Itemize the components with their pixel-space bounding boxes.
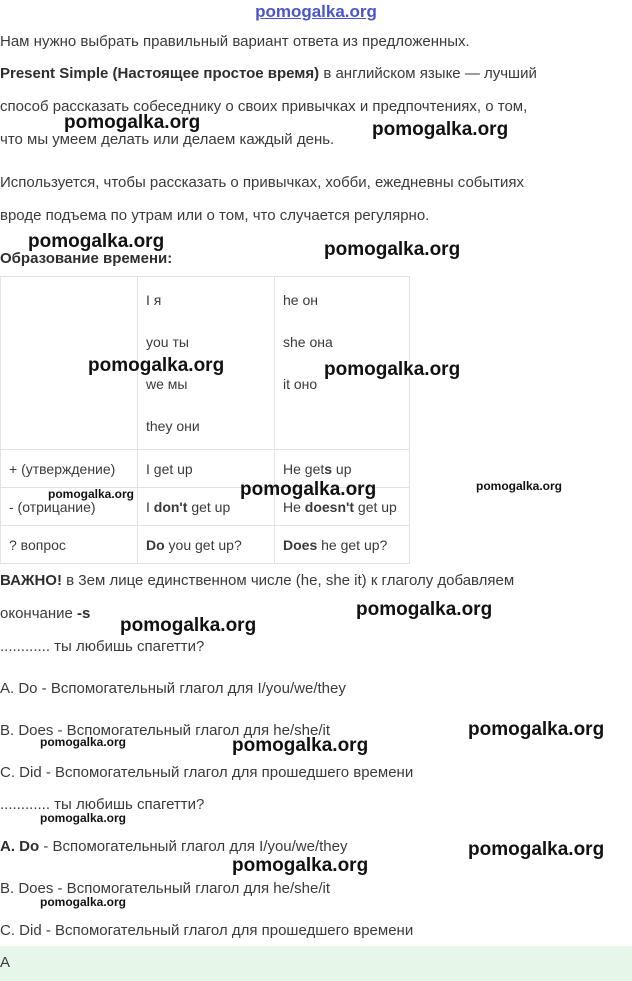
table-cell: Do you get up? (138, 526, 275, 564)
watermark: pomogalka.org (40, 895, 127, 909)
intro-line-5: Используется, чтобы рассказать о привычках, хобби, ежедневны событиях (0, 174, 525, 191)
watermark: pomogalka.org (40, 811, 127, 825)
table-cell: I get up (138, 450, 275, 488)
table-cell: He doesn't get up (275, 488, 410, 526)
important-note: ВАЖНО! в 3ем лице единственном числе (he, she it) к глаголу добавляем (0, 572, 515, 589)
question-1-prompt: ............ ты любишь спагетти? (0, 638, 205, 655)
table-cell: I don't get up (138, 488, 275, 526)
pronoun: they они (146, 418, 200, 434)
table-cell: Does he get up? (275, 526, 410, 564)
intro-line-4: что мы умеем делать или делаем каждый день. (0, 131, 335, 148)
watermark: pomogalka.org (88, 355, 225, 376)
watermark: pomogalka.org (356, 599, 493, 620)
intro-line-6: вроде подъема по утрам или о том, что случается регулярно. (0, 207, 430, 224)
pronoun: you ты (146, 334, 189, 350)
formation-heading: Образование времени: (0, 250, 173, 267)
answer-value: A (0, 954, 11, 971)
watermark: pomogalka.org (64, 112, 201, 133)
watermark: pomogalka.org (232, 735, 369, 756)
watermark: pomogalka.org (476, 479, 563, 493)
answer-bar (0, 946, 632, 981)
watermark: pomogalka.org (468, 719, 605, 740)
question-1-option-c: C. Did - Вспомогательный глагол для прошедшего времени (0, 764, 414, 781)
watermark: pomogalka.org (48, 487, 135, 501)
table-row (1, 526, 410, 564)
intro-line-2-rest: в английском языке — лучший (319, 65, 537, 82)
intro-line-1: Нам нужно выбрать правильный вариант ответа из предложенных. (0, 33, 470, 50)
watermark: pomogalka.org (468, 839, 605, 860)
watermark: pomogalka.org (40, 735, 127, 749)
pronoun: he он (283, 292, 318, 308)
watermark: pomogalka.org (324, 239, 461, 260)
watermark: pomogalka.org (240, 479, 377, 500)
question-1-option-b: B. Does - Вспомогательный глагол для he/she/it (0, 722, 330, 739)
pronoun: I я (146, 292, 162, 308)
watermark: pomogalka.org (324, 359, 461, 380)
intro-line-3: способ рассказать собеседнику о своих привычках и предпочтениях, о том, (0, 98, 528, 115)
row-label: ? вопрос (1, 526, 138, 564)
important-note-line-2: окончание -s (0, 605, 91, 622)
watermark: pomogalka.org (372, 119, 509, 140)
question-2-option-c: C. Did - Вспомогательный глагол для прошедшего времени (0, 922, 414, 939)
question-2-option-a: A. Do - Вспомогательный глагол для I/you/we/they (0, 838, 348, 855)
pronoun: we мы (146, 376, 188, 392)
question-2-option-b: B. Does - Вспомогательный глагол для he/she/it (0, 880, 330, 897)
pronoun: it оно (283, 376, 318, 392)
table-cell: He gets up (275, 450, 410, 488)
watermark: pomogalka.org (232, 855, 369, 876)
present-simple-term: Present Simple (Настоящее простое время) (0, 65, 320, 82)
row-label: + (утверждение) (1, 450, 138, 488)
watermark: pomogalka.org (120, 615, 257, 636)
pronoun: she она (283, 334, 333, 350)
site-header-link[interactable]: pomogalka.org (255, 2, 377, 21)
question-1-option-a: A. Do - Вспомогательный глагол для I/you/we/they (0, 680, 346, 697)
row-label: - (отрицание) (1, 488, 138, 526)
formation-table (0, 276, 410, 564)
question-2-prompt: ............ ты любишь спагетти? (0, 796, 205, 813)
watermark: pomogalka.org (28, 231, 165, 252)
intro-line-2 (0, 64, 537, 84)
